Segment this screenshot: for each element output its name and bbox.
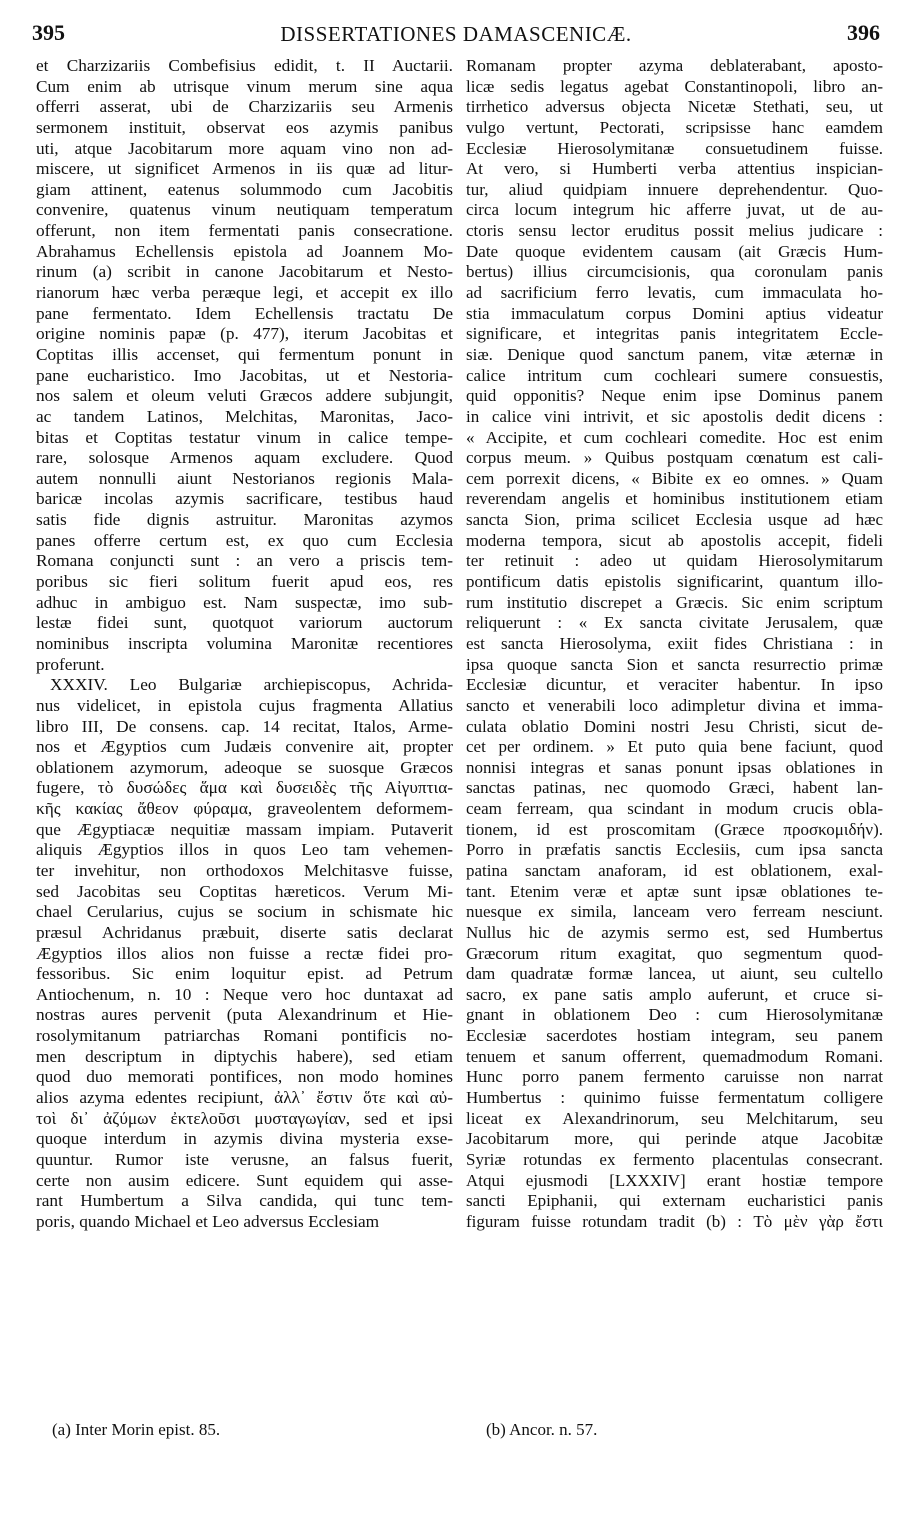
text-line: Cum enim ab utrisque vinum merum sine aqua	[36, 76, 453, 96]
text-line: Romana conjuncti sunt : an vero a priscis tem-	[36, 551, 453, 571]
text-line: corpus meum. » Quibus postquam cœnatum est cali-	[466, 448, 883, 468]
text-line: quuntur. Rumor iste verusne, an falsus fuerit,	[36, 1149, 453, 1169]
text-line: siæ. Denique quod sanctum panem, vitæ æternæ in	[466, 344, 883, 364]
text-line: ctoris sensu lector eruditus possit melius judicare :	[466, 221, 883, 241]
text-line: offerri asserat, ubi de Charzizariis seu Armenis	[36, 97, 453, 117]
text-line: proferunt.	[36, 654, 105, 674]
text-line: liceat ex Alexandrinorum, seu Melchitarum, seu	[466, 1108, 883, 1128]
text-line: circa locum integrum hic afferre juvat, ut de au-	[466, 200, 883, 220]
text-line: licæ sedis legatus agebat Constantinopoli, libro an-	[466, 76, 883, 96]
text-line: τοὶ δι᾽ ἀζύμων ἐκτελοῦσι μυσταγωγίαν, sed et ipsi	[36, 1108, 453, 1128]
text-line: Ecclesiæ dicuntur, et veraciter habentur. In ipso	[466, 675, 883, 695]
text-line: Nullus hic de azymis sermo est, sed Humbertus	[466, 922, 883, 942]
text-line: Atqui ejusmodi [LXXXIV] erant hostiæ tempore	[466, 1170, 883, 1190]
footnote-a: (a) Inter Morin epist. 85.	[52, 1420, 221, 1439]
text-line: « Accipite, et cum cochleari comedite. Hoc est enim	[466, 427, 883, 447]
text-line: tenuem et sanum offerrent, quemadmodum Romani.	[466, 1046, 883, 1066]
footnotes	[0, 1420, 908, 1450]
text-line: pane eucharistico. Imo Jacobitas, ut et Nestoria-	[36, 365, 453, 385]
text-line: nuesque ex simila, lanceam vero ferream nesciunt.	[466, 902, 883, 922]
text-line: Jacobitarum more, qui perinde atque Jacobitæ	[466, 1129, 883, 1149]
text-line: nos et Ægyptios cum Judæis convenire ait, propter	[36, 737, 453, 757]
text-line: giam attinent, eatenus solummodo cum Jacobitis	[36, 179, 453, 199]
text-line: rant Humbertum a Silva candida, qui tunc tem-	[36, 1191, 453, 1211]
running-title: DISSERTATIONES DAMASCENICÆ.	[280, 22, 632, 46]
text-line: moderna tempora, sicut ab apostolis accepit, fideli	[466, 530, 883, 550]
text-line: bertus) illius circumcisionis, qua coronulam panis	[466, 262, 883, 282]
text-line: Abrahamus Echellensis epistola ad Joannem Mo-	[36, 241, 453, 261]
text-line: nonnisi integras et sanas ponunt ipsas oblationes in	[466, 757, 883, 777]
page-number-left: 395	[32, 20, 65, 45]
text-line: oblationem azymorum, adeoque se suosque Græcos	[36, 757, 453, 777]
text-line: stia immaculatum corpus Domini aptius videatur	[466, 303, 883, 323]
text-line: sancti Epiphanii, qui externam eucharistici panis	[466, 1191, 883, 1211]
text-line: libro III, De consens. cap. 14 recitat, Italos, Arme-	[36, 716, 453, 736]
text-line: Date quoque evidentem causam (ait Græcis Hum-	[466, 241, 883, 261]
text-line: sacro, ex pane satis amplo auferunt, et cruce si-	[466, 984, 883, 1004]
text-line: poris, quando Michael et Leo adversus Ecclesiam	[36, 1211, 380, 1231]
text-line: sed Jacobitas seu Coptitas hæreticos. Verum Mi-	[36, 881, 453, 901]
text-line: miscere, ut significet Armenos in iis quæ ad litur-	[36, 159, 453, 179]
text-line: tionem, id est proscomitam (Græce προσκομιδήν).	[466, 819, 883, 839]
text-line: est sancta Hierosolyma, exiit fides Christiana : in	[466, 633, 883, 653]
text-line: patina sanctam anaforam, id est oblationem, exal-	[466, 860, 883, 880]
text-line: præsul Achridanus præbuit, diserte satis declarat	[36, 922, 453, 942]
text-line: que Ægyptiacæ nequitiæ massam impiam. Putaverit	[36, 819, 453, 839]
text-line: rinum (a) scribit in canone Jacobitarum et Nesto-	[36, 262, 453, 282]
text-line: Ægyptios illos alios non fuisse a rectæ fidei pro-	[36, 943, 453, 963]
text-line: cet per ordinem. » Et puto quia bene faciunt, quod	[466, 737, 883, 757]
text-line: men descriptum in diptychis habere), sed etiam	[36, 1046, 453, 1066]
text-line: At vero, si Humberti verba attentius inspician-	[466, 159, 883, 179]
text-line: fugere, τὸ δυσώδες ἅμα καὶ δυσειδὲς τῆς Αἰγυπτια-	[36, 778, 453, 798]
text-line: tur, aliud quidpiam innuere deprehendentur. Quo-	[466, 179, 883, 199]
text-line: nostras aures pervenit (puta Alexandrinum et Hie-	[36, 1005, 453, 1025]
text-line: calice intritum cum cochleari sumere consuestis,	[466, 365, 883, 385]
text-line: poribus sic fieri solitum fuerit apud eos, res	[36, 572, 453, 592]
text-line: tant. Etenim veræ et aptæ sunt ipsæ oblationes te-	[466, 881, 883, 901]
text-line: quid opponitis? Neque enim ipse Dominus panem	[466, 386, 883, 406]
text-line: ter retinuit : adeo ut quidam Hierosolymitarum	[466, 551, 883, 571]
text-line: Hunc porro panem fermento caruisse non narrat	[466, 1067, 883, 1087]
text-line: rianorum hæc verba peræque legi, et accepit ex illo	[36, 283, 453, 303]
text-line: Porro in præfatis sanctis Ecclesiis, cum ipsa sancta	[466, 840, 883, 860]
text-line: lestæ fidei sunt, quotquot variorum auctorum	[36, 613, 453, 633]
text-line: tirrhetico adversus objecta Nicetæ Stethati, seu, ut	[466, 97, 883, 117]
text-line: reliquerunt : « Ex sancta civitate Jerusalem, quæ	[466, 613, 883, 633]
text-line: certe non ausim edicere. Sunt equidem qui asse-	[36, 1170, 453, 1190]
text-line: pane fermentato. Idem Echellensis tractatu De	[36, 303, 453, 323]
text-line: nus videlicet, in epistola cujus fragmenta Allatius	[36, 695, 453, 715]
text-line: in calice vini intrivit, et sic apostolis dedit dicens :	[466, 406, 883, 426]
text-line: ter invehitur, non orthodoxos Melchitasve fuisse,	[36, 860, 453, 880]
text-line: rare, solosque Armenos aquam excludere. Quod	[36, 448, 453, 468]
text-line: chael Cerularius, cujus se socium in schismate hic	[36, 902, 453, 922]
text-line: significare, et integritas panis integritatem Eccle-	[466, 324, 883, 344]
text-line: nominibus inscripta volumina Maronitæ recentiores	[36, 633, 453, 653]
text-line: adhuc in ambiguo est. Nam suspectæ, imo sub-	[36, 592, 453, 612]
text-line: sermonem instituit, observat eos azymis panibus	[36, 117, 453, 137]
text-line: Romanam propter azyma deblaterabant, aposto-	[466, 56, 883, 75]
text-line: vulgo vertunt, Pectorati, scripsisse hanc eamdem	[466, 117, 883, 137]
text-line: origine nominis papæ (p. 477), iterum Jacobitas et	[36, 324, 453, 344]
text-line: ac tandem Latinos, Melchitas, Maronitas, Jaco-	[36, 406, 453, 426]
text-line: gnant in oblationem Deo : cum Hierosolymitanæ	[466, 1005, 883, 1025]
text-line: aliquis Ægyptios illos in quos Leo tam vehemen-	[36, 840, 453, 860]
text-line: Syriæ rotundas ex fermento placentulas consecrant.	[466, 1149, 883, 1169]
text-line: pontificum datis epistolis significarint, quantum illo-	[466, 572, 883, 592]
footnote-b: (b) Ancor. n. 57.	[486, 1420, 598, 1439]
text-line: reverendam angelis et hominibus institutionem etiam	[466, 489, 883, 509]
text-line: Humbertus : quinimo fuisse fermentatum colligere	[466, 1088, 883, 1108]
text-line: Ecclesiæ sacerdotes hostiam integram, seu panem	[466, 1026, 883, 1046]
text-line: et Charzizariis Combefisius edidit, t. II Auctarii.	[36, 56, 453, 75]
text-line: dam quadratæ formæ lancea, ut aiunt, seu cultello	[466, 964, 883, 984]
text-line: satis fide dignis astruitur. Maronitas azymos	[36, 510, 453, 530]
text-line: Antiochenum, n. 10 : Neque vero hoc duntaxat ad	[36, 984, 453, 1004]
text-line: convenire, quatenus vinum neutiquam temperatum	[36, 200, 453, 220]
text-line: Græcorum ritum exagitat, quo segmentum quod-	[466, 943, 883, 963]
text-line: panes offerre certum est, ex quo cum Ecclesia	[36, 530, 453, 550]
text-line: offerunt, non item fermentati panis consecratione.	[36, 221, 453, 241]
text-line: Coptitas illis accenset, qui fermentum ponunt in	[36, 344, 453, 364]
text-line: bitas et Coptitas testatur vinum in calice tempe-	[36, 427, 453, 447]
text-line: figuram fuisse rotundam tradit (b) : Τὸ μὲν γὰρ ἔστι	[466, 1211, 883, 1231]
text-line: autem nonnulli aiunt Nestorianos regionis Mala-	[36, 468, 453, 488]
text-line: ad sacrificium ferro levatis, cum immaculata ho-	[466, 283, 883, 303]
text-line: quod duo memorati pontifices, non modo homines	[36, 1067, 453, 1087]
text-line: nos salem et oleum veluti Græcos addere subjungit,	[36, 386, 453, 406]
page-number-right: 396	[847, 20, 880, 45]
text-line: κῆς κακίας ἄθεον φύραμα, graveolentem deformem-	[36, 799, 453, 819]
left-column	[36, 56, 453, 1233]
text-line: XXXIV. Leo Bulgariæ archiepiscopus, Achrida-	[50, 675, 453, 695]
text-line: sancto et venerabili loco adimpletur divina et imma-	[466, 695, 883, 715]
text-line: sancta Sion, prima scilicet Ecclesia usque ad hæc	[466, 510, 883, 530]
running-header	[32, 20, 880, 50]
text-line: ceam ferream, qua scindant in modum crucis obla-	[466, 799, 883, 819]
text-line: fessoribus. Sic enim loquitur epist. ad Petrum	[36, 964, 453, 984]
text-line: Ecclesiæ Hierosolymitanæ consuetudinem fuisse.	[466, 138, 883, 158]
right-column	[466, 56, 883, 1233]
text-line: culata oblatio Domini nostri Jesu Christi, sicut de-	[466, 716, 883, 736]
text-line: cem porrexit dicens, « Bibite ex eo omnes. » Quam	[466, 468, 883, 488]
text-line: ipsa quoque sancta Sion et sancta resurrectio primæ	[466, 654, 883, 674]
text-line: sanctas patinas, nec quomodo Græci, habent lan-	[466, 778, 883, 798]
text-line: baricæ incolas azymis sacrificare, testibus haud	[36, 489, 453, 509]
text-line: quoque interdum in azymis divina mysteria exse-	[36, 1129, 453, 1149]
text-line: rosolymitanum patriarchas Romani pontificis no-	[36, 1026, 453, 1046]
text-line: rum institutio discrepet a Græcis. Sic enim scriptum	[466, 592, 883, 612]
text-line: uti, atque Jacobitarum more aquam vino non ad-	[36, 138, 453, 158]
text-line: alios azyma edentes recipiunt, ἀλλ᾽ ἔστιν ὅτε καὶ αὐ-	[36, 1088, 453, 1108]
